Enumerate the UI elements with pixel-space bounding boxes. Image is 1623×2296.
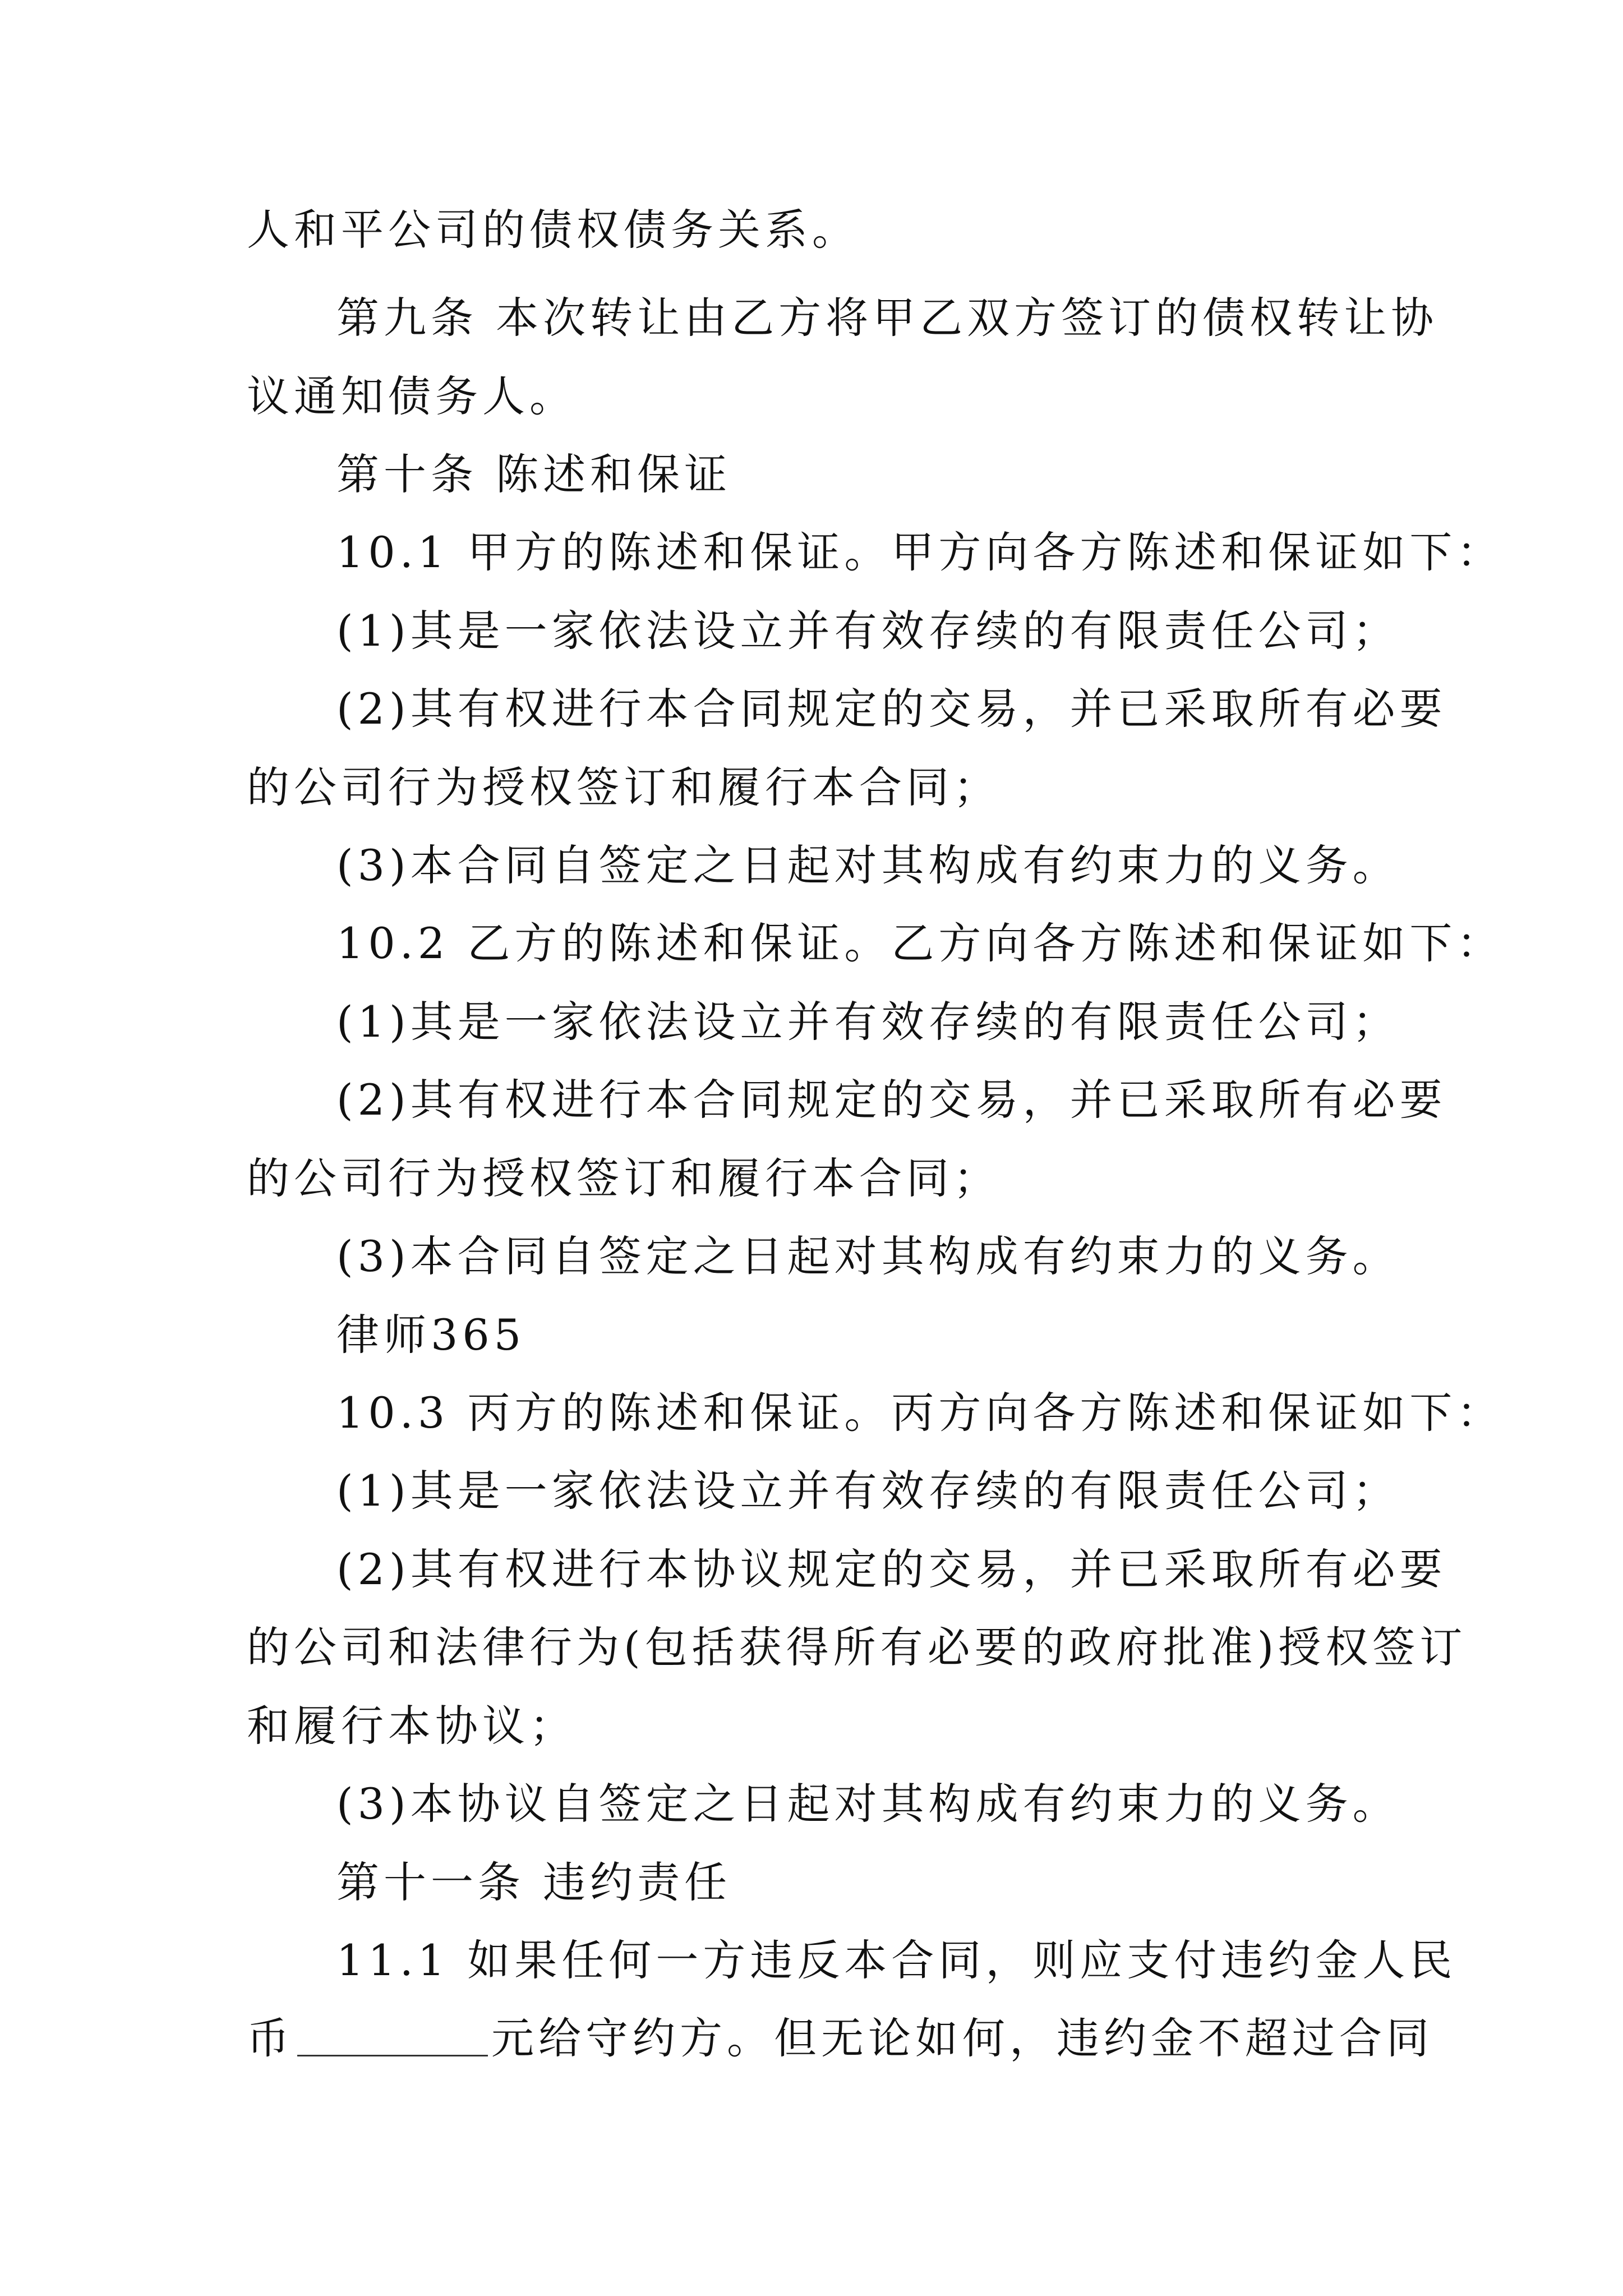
- amount-blank: [297, 2016, 488, 2056]
- article-10-heading: 第十条 陈述和保证: [336, 449, 732, 499]
- watermark-text: 律师365: [336, 1310, 526, 1360]
- clause-10-3-item-2-line-2: 的公司和法律行为(包括获得所有必要的政府批准)授权签订: [247, 1622, 1467, 1672]
- clause-10-2-item-2-line-2: 的公司行为授权签订和履行本合同；: [247, 1153, 1000, 1203]
- clause-10-1-item-1: (1)其是一家依法设立并有效存续的有限责任公司；: [336, 606, 1400, 656]
- clause-10-2-item-1: (1)其是一家依法设立并有效存续的有限责任公司；: [336, 997, 1400, 1047]
- clause-10-1-item-3: (3)本合同自签定之日起对其构成有约束力的义务。: [336, 840, 1400, 890]
- clause-10-2-item-2-line-1: (2)其有权进行本合同规定的交易，并已采取所有必要: [336, 1075, 1447, 1125]
- text-line-1: 人和平公司的债权债务关系。: [247, 205, 859, 255]
- clause-10-3-item-1: (1)其是一家依法设立并有效存续的有限责任公司；: [336, 1466, 1400, 1516]
- article-9-line-2: 议通知债务人。: [247, 371, 577, 421]
- clause-10-3-item-2-line-1: (2)其有权进行本协议规定的交易，并已采取所有必要: [336, 1544, 1447, 1594]
- clause-10-1-item-2-line-1: (2)其有权进行本合同规定的交易，并已采取所有必要: [336, 684, 1447, 734]
- currency-prefix: 币: [247, 2013, 294, 2063]
- clause-11-1-line-1: 11.1 如果任何一方违反本合同，则应支付违约金人民: [336, 1935, 1457, 1985]
- clause-10-3-heading: 10.3 丙方的陈述和保证。丙方向各方陈述和保证如下：: [336, 1388, 1504, 1438]
- clause-10-2-heading: 10.2 乙方的陈述和保证。乙方向各方陈述和保证如下：: [336, 918, 1504, 968]
- clause-10-1-heading: 10.1 甲方的陈述和保证。甲方向各方陈述和保证如下：: [336, 527, 1504, 577]
- article-11-heading: 第十一条 违约责任: [336, 1857, 732, 1907]
- clause-10-1-item-2-line-2: 的公司行为授权签订和履行本合同；: [247, 762, 1000, 812]
- clause-10-3-item-2-line-3: 和履行本协议；: [247, 1701, 577, 1751]
- clause-11-1-line-2: [247, 2010, 1433, 2067]
- clause-10-2-item-3: (3)本合同自签定之日起对其构成有约束力的义务。: [336, 1231, 1400, 1281]
- clause-10-3-item-3: (3)本协议自签定之日起对其构成有约束力的义务。: [336, 1779, 1400, 1829]
- article-9-line-1: 第九条 本次转让由乙方将甲乙双方签订的债权转让协: [336, 293, 1438, 343]
- clause-11-1-line-2-rest: 元给守约方。但无论如何，违约金不超过合同: [491, 2013, 1433, 2063]
